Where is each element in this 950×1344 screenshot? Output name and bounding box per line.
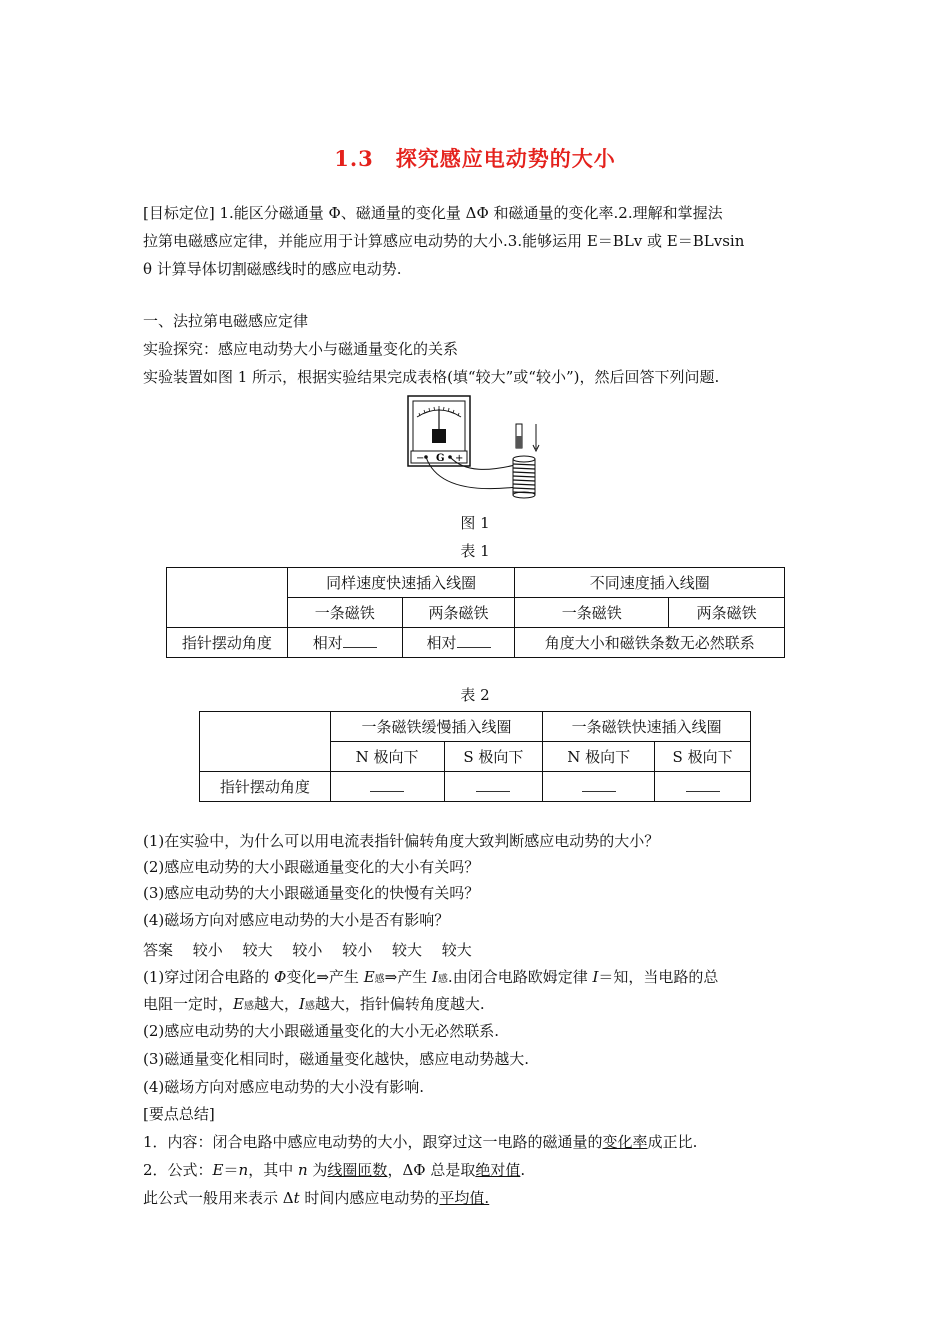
summary-point-1: [143, 1129, 815, 1155]
text: 成正比.: [647, 1133, 698, 1151]
subscript: 感: [374, 974, 385, 985]
table1-note: 角度大小和磁铁条数无必然联系: [515, 628, 785, 658]
answer-2: (2)感应电动势的大小跟磁通量变化的大小无必然联系.: [143, 1022, 500, 1040]
text: (1)穿过闭合电路的: [143, 968, 275, 986]
objectives-line-2: 拉第电磁感应定律，并能应用于计算感应电动势的大小.3.能够运用 E＝BLv 或 E＝BLvsin: [143, 232, 745, 250]
table1-caption: 表 1: [460, 542, 490, 560]
objectives-line-3: θ 计算导体切割磁感线时的感应电动势.: [143, 260, 402, 278]
text: ，其中: [248, 1161, 298, 1179]
cell-text: 相对: [312, 634, 343, 652]
symbol-n: n: [297, 1161, 308, 1179]
symbol-i: I: [592, 968, 599, 986]
experiment-title: 实验探究：感应电动势大小与磁通量变化的关系: [143, 340, 459, 358]
answer-blank: [476, 777, 510, 792]
underlined-term: 线圈匝数: [327, 1161, 388, 1179]
symbol-n: n: [238, 1161, 249, 1179]
answer-value: 较大: [391, 941, 422, 959]
figure-apparatus: [405, 393, 555, 501]
text: 越大，: [253, 995, 299, 1013]
answer-blank: [457, 633, 491, 648]
text: 此公式一般用来表示 Δ: [143, 1189, 294, 1207]
table2-subheader: N 极向下: [543, 742, 655, 772]
table2-caption: 表 2: [460, 686, 490, 704]
answer-value: 较大: [242, 941, 273, 959]
text: .: [520, 1161, 526, 1179]
table1-cell: [287, 628, 402, 658]
question-1: (1)在实验中，为什么可以用电流表指针偏转角度大致判断感应电动势的大小？: [143, 832, 660, 850]
subscript: 感: [243, 1001, 254, 1012]
answer-label: 答案: [143, 941, 174, 959]
table2-cell: [543, 772, 655, 802]
table2-corner: [200, 712, 331, 772]
figure-caption: 图 1: [460, 514, 490, 532]
galvanometer-label: G: [436, 453, 445, 464]
answer-4: (4)磁场方向对感应电动势的大小没有影响.: [143, 1078, 425, 1096]
answer-value: 较小: [192, 941, 223, 959]
table2-cell: [655, 772, 751, 802]
text: ⇒产生: [384, 968, 432, 986]
symbol-phi: Φ: [274, 968, 287, 986]
magnet-pole: [516, 436, 522, 448]
answer-blank: [582, 777, 616, 792]
subscript: 感: [437, 974, 448, 985]
answer-line: [143, 937, 815, 963]
symbol-i: I: [431, 968, 438, 986]
symbol-e: E: [363, 968, 375, 986]
answer-3: (3)磁通量变化相同时，磁通量变化越快，感应电动势越大.: [143, 1050, 530, 1068]
table2-subheader: N 极向下: [330, 742, 444, 772]
underlined-term: 平均值.: [439, 1189, 490, 1207]
question-4: (4)磁场方向对感应电动势的大小是否有影响？: [143, 911, 450, 929]
text: 时间内感应电动势的: [299, 1189, 440, 1207]
answer-1-line-2: [143, 991, 815, 1020]
summary-point-2: [143, 1157, 815, 1183]
text: ＝: [223, 1161, 239, 1179]
symbol-t: t: [293, 1189, 300, 1207]
subscript: 感: [304, 1001, 315, 1012]
summary-point-3: [143, 1185, 815, 1211]
table1-header: 不同速度插入线圈: [515, 568, 785, 598]
table1-header: 同样速度快速插入线圈: [287, 568, 515, 598]
table1-subheader: 一条磁铁: [515, 598, 669, 628]
symbol-e: E: [233, 995, 244, 1013]
table-2: [199, 711, 751, 802]
section-heading: 一、法拉第电磁感应定律: [143, 312, 309, 330]
table1-row-label: 指针摆动角度: [167, 628, 288, 658]
underlined-term: 绝对值: [475, 1161, 521, 1179]
table2-subheader: S 极向下: [444, 742, 543, 772]
answer-value: 较大: [441, 941, 472, 959]
table-1: [166, 567, 785, 658]
symbol-i: I: [298, 995, 305, 1013]
table1-subheader: 两条磁铁: [669, 598, 785, 628]
text: 电阻一定时，: [143, 995, 234, 1013]
summary-heading: [要点总结]: [143, 1105, 215, 1123]
plus-terminal-label: +: [455, 453, 464, 464]
underlined-term: 变化率: [602, 1133, 648, 1151]
table1-subheader: 两条磁铁: [402, 598, 515, 628]
objectives-line-1: [目标定位] 1.能区分磁通量 Φ、磁通量的变化量 ΔΦ 和磁通量的变化率.2.理解和掌握法: [143, 204, 723, 222]
cell-text: 相对: [426, 634, 457, 652]
meter-pivot: [432, 429, 446, 443]
answer-blank: [370, 777, 404, 792]
text: 2．公式：: [143, 1161, 213, 1179]
minus-terminal-label: −: [416, 453, 425, 464]
text: ，ΔΦ 总是取: [387, 1161, 476, 1179]
table1-corner: [167, 568, 288, 628]
answer-blank: [686, 777, 720, 792]
text: 为: [307, 1161, 328, 1179]
coil-icon: [513, 456, 535, 498]
table2-cell: [444, 772, 543, 802]
table1-subheader: 一条磁铁: [287, 598, 402, 628]
answer-value: 较小: [342, 941, 373, 959]
answer-value: 较小: [292, 941, 323, 959]
answer-1-line-1: [143, 964, 815, 993]
table2-header: 一条磁铁缓慢插入线圈: [330, 712, 543, 742]
text: 1．内容：闭合电路中感应电动势的大小，跟穿过这一电路的磁通量的: [143, 1133, 603, 1151]
text: ＝知，当电路的总: [598, 968, 719, 986]
question-2: (2)感应电动势的大小跟磁通量变化的大小有关吗？: [143, 858, 480, 876]
experiment-setup: 实验装置如图 1 所示，根据实验结果完成表格(填“较大”或“较小”)，然后回答下列问题.: [143, 368, 720, 386]
table1-cell: [402, 628, 515, 658]
table2-cell: [330, 772, 444, 802]
answer-blank: [343, 633, 377, 648]
table2-header: 一条磁铁快速插入线圈: [543, 712, 751, 742]
table2-row-label: 指针摆动角度: [200, 772, 331, 802]
symbol-e: E: [212, 1161, 224, 1179]
text: .由闭合电路欧姆定律: [447, 968, 593, 986]
table2-subheader: S 极向下: [655, 742, 751, 772]
question-3: (3)感应电动势的大小跟磁通量变化的快慢有关吗？: [143, 884, 480, 902]
text: 越大，指针偏转角度越大.: [314, 995, 485, 1013]
text: 变化⇒产生: [286, 968, 364, 986]
page-title: 1.3 探究感应电动势的大小: [334, 146, 616, 171]
